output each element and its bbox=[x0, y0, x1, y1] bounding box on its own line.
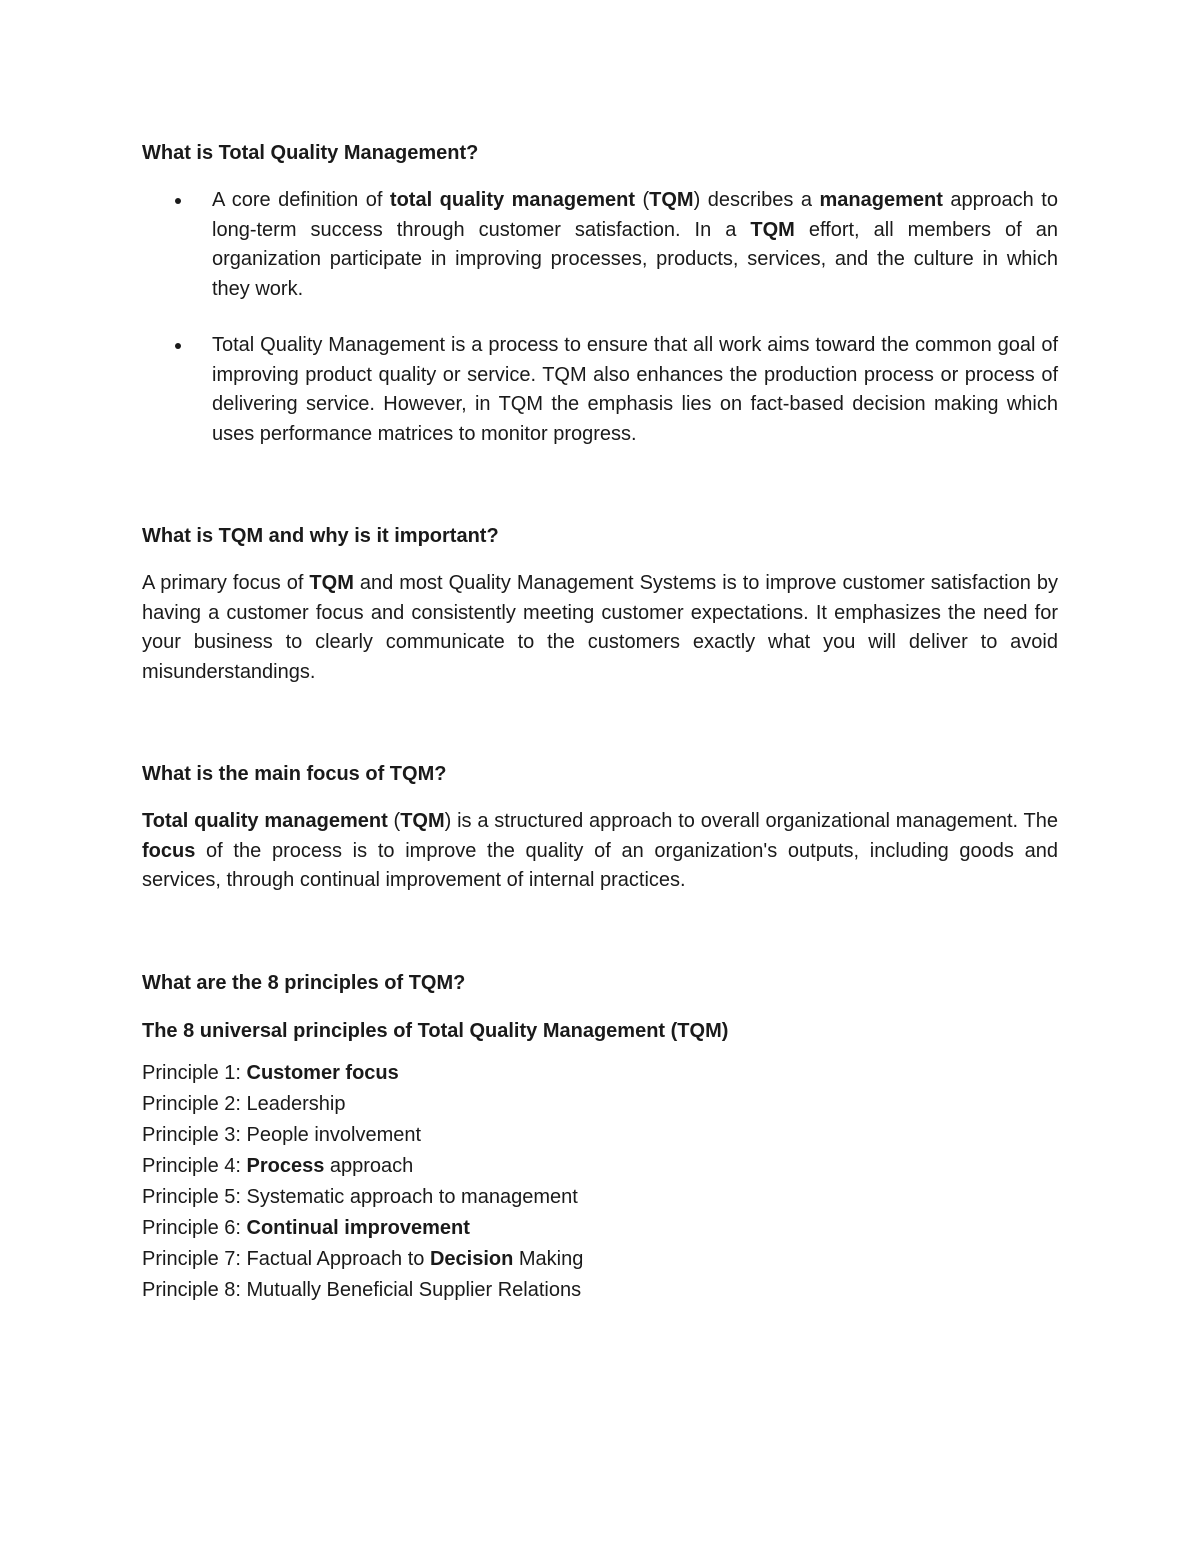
heading-8-principles: What are the 8 principles of TQM? bbox=[142, 971, 466, 994]
list-item bbox=[142, 331, 1058, 449]
principles-list bbox=[142, 1058, 1058, 1306]
heading-what-is-tqm: What is Total Quality Management? bbox=[142, 142, 479, 164]
definition-list bbox=[142, 186, 1058, 449]
principle-item: Principle 8: Mutually Beneficial Supplier Relations bbox=[142, 1278, 582, 1301]
focus-paragraph: Total quality management (TQM) is a structured approach to overall organizational management. The focus of the process is to improve the quality of an organization's outputs, including goods and services, through continual improvement of internal practices. bbox=[142, 810, 1058, 891]
list-item bbox=[142, 186, 1058, 304]
bullet-paragraph: A core definition of total quality management (TQM) describes a management approach to long-term success through customer satisfaction. In a TQM effort, all members of an organization participate in improving processes, products, services, and the culture in which they work. bbox=[212, 189, 1058, 300]
principle-item: Principle 7: Factual Approach to Decision Making bbox=[142, 1247, 584, 1270]
principle-item: Principle 4: Process approach bbox=[142, 1154, 414, 1177]
heading-why-important: What is TQM and why is it important? bbox=[142, 525, 499, 547]
principle-item: Principle 3: People involvement bbox=[142, 1123, 422, 1146]
heading-main-focus: What is the main focus of TQM? bbox=[142, 763, 447, 785]
importance-paragraph: A primary focus of TQM and most Quality Management Systems is to improve customer satisfaction by having a customer focus and consistently meeting customer expectations. It emphasizes the need for your business to clearly communicate to the customers exactly what you will deliver to avoid misunderstandings. bbox=[142, 572, 1058, 683]
principle-item: Principle 5: Systematic approach to management bbox=[142, 1185, 578, 1208]
subheading-universal-principles: The 8 universal principles of Total Quality Management (TQM) bbox=[142, 1019, 729, 1042]
document-content bbox=[142, 138, 1058, 1306]
principle-item: Principle 2: Leadership bbox=[142, 1092, 346, 1115]
principle-item: Principle 6: Continual improvement bbox=[142, 1216, 470, 1239]
principle-item: Principle 1: Customer focus bbox=[142, 1061, 399, 1084]
bullet-paragraph: Total Quality Management is a process to ensure that all work aims toward the common goal of improving product quality or service. TQM also enhances the production process or process of delivering service. However, in TQM the emphasis lies on fact-based decision making which uses performance matrices to monitor progress. bbox=[212, 334, 1058, 445]
